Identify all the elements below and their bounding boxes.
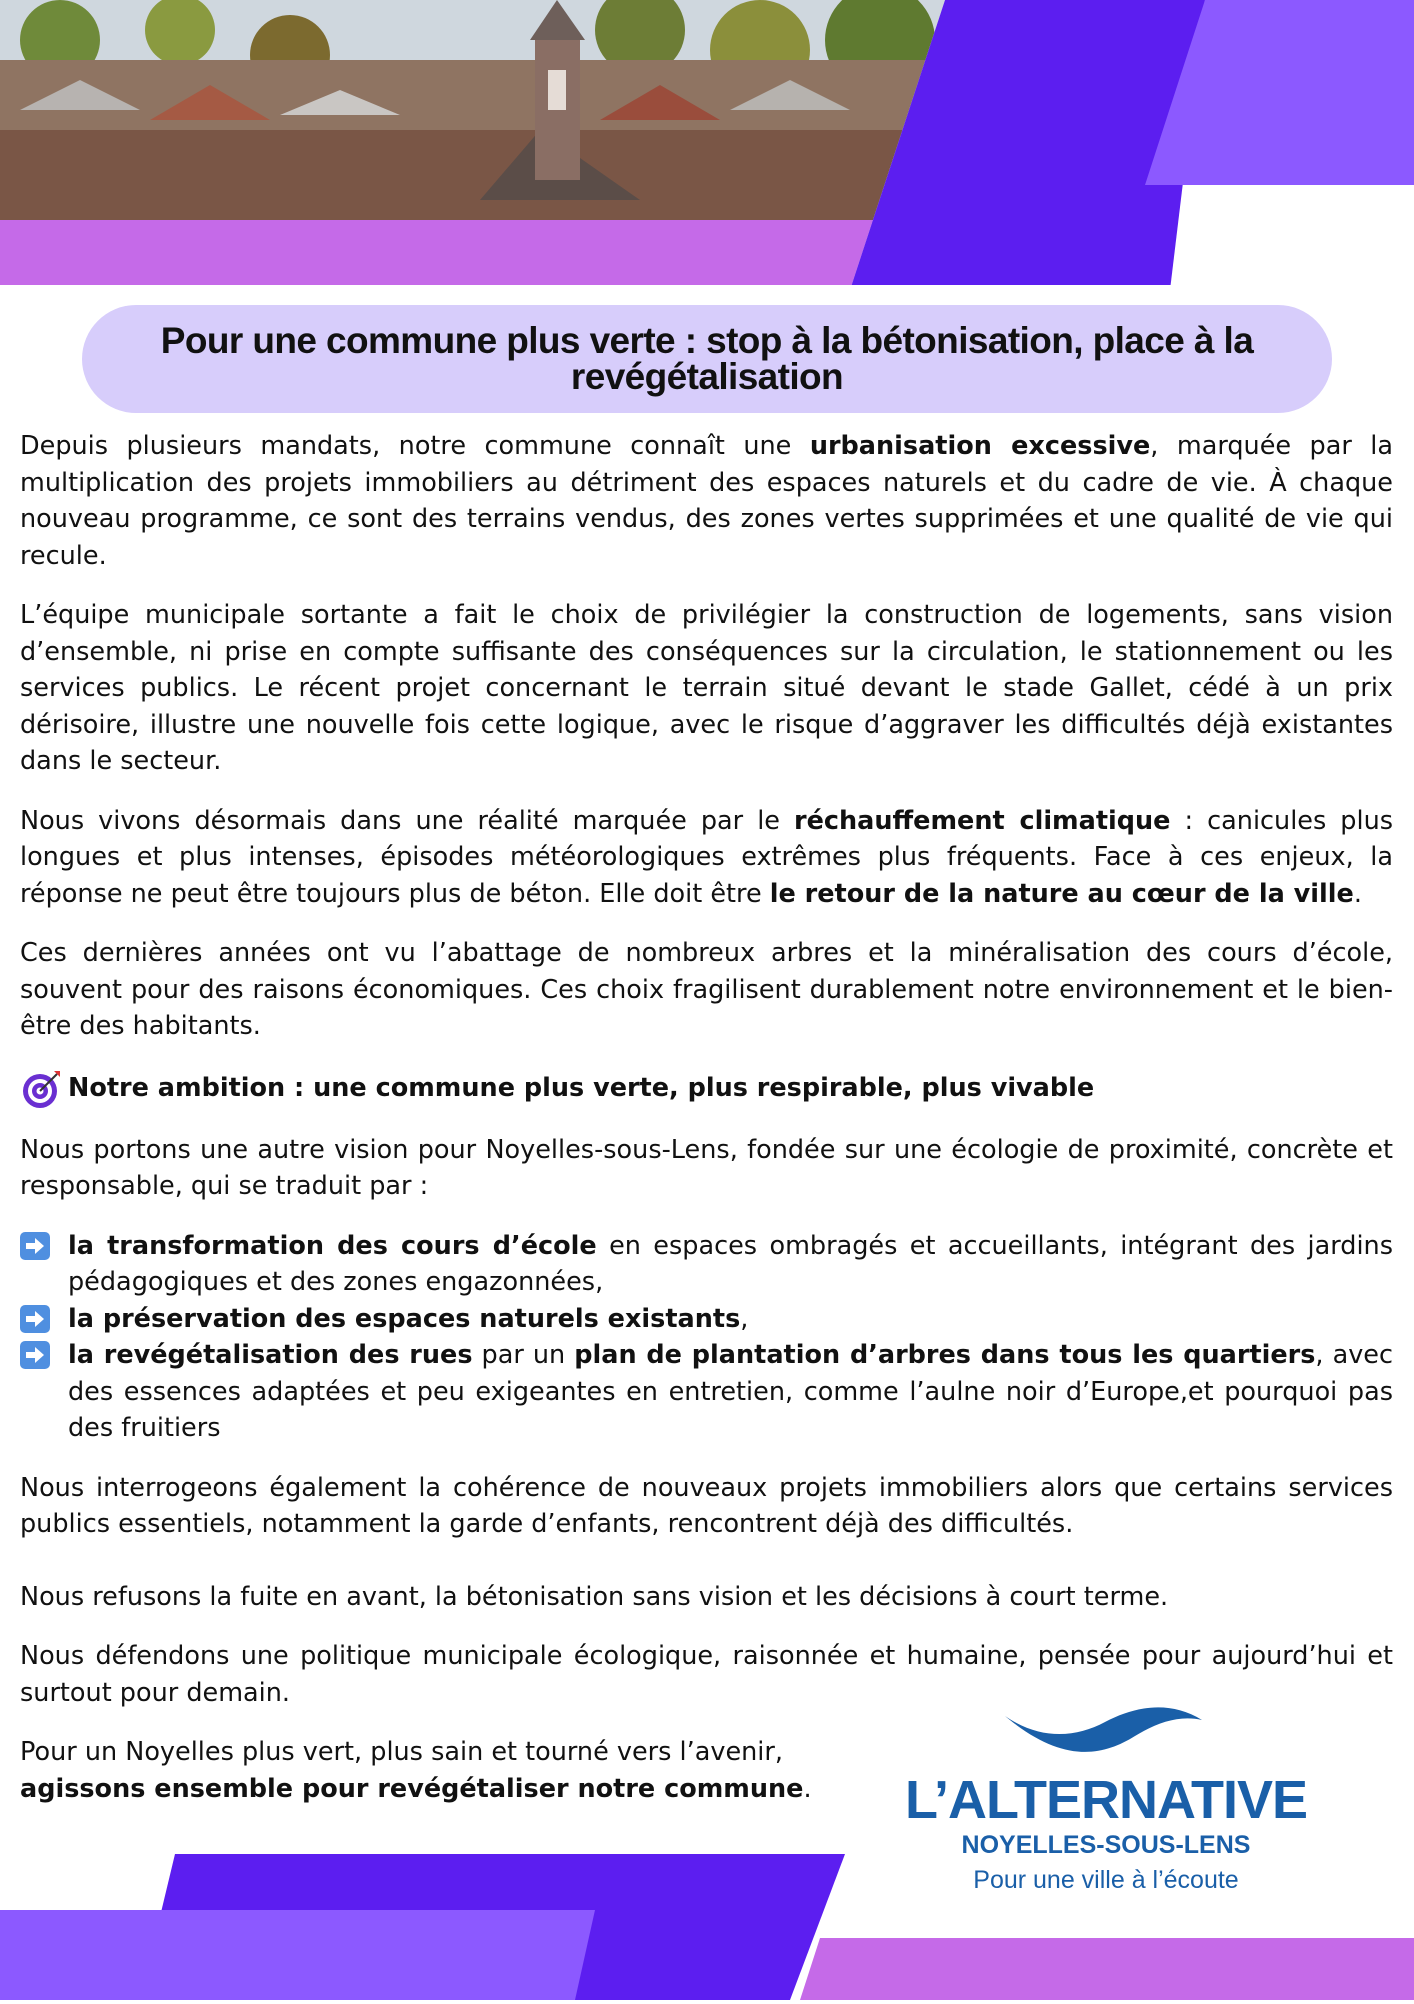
wave-icon <box>1005 1707 1202 1752</box>
ambition-text: Notre ambition : une commune plus verte, plus respirable, plus vivable <box>68 1073 1095 1104</box>
list-item-text <box>68 1228 1393 1301</box>
p3-bold-2: le retour de la nature au cœur de la ville <box>769 878 1354 909</box>
paragraph-8: Nous défendons une politique municipale écologique, raisonnée et humaine, pensée pour aujourd’hui et surtout pour demain. <box>20 1641 1393 1708</box>
p1-bold: urbanisation excessive <box>809 431 1151 461</box>
p1-text-c: , marquée par la multiplication des projets immobiliers au détriment des espaces naturels et du cadre de vie. À chaque nouveau programme, ce sont des terrains vendus, des zones vertes supprimées et une qualité de vie qui recule. <box>20 431 1393 571</box>
arrow-right-icon <box>20 1341 50 1369</box>
closing-line-1: Pour un Noyelles plus vert, plus sain et tourné vers l’avenir, <box>20 1737 783 1767</box>
bullet-1-bold: la transformation des cours d’école <box>68 1230 597 1261</box>
p3-bold-1: réchauffement climatique <box>794 805 1171 836</box>
paragraph-2: L’équipe municipale sortante a fait le choix de privilégier la construction de logements, sans vision d’ensemble, ni prise en compte suffisante des conséquences sur la circulation, le stationnement ou les services publics. Le récent projet concernant le terrain situé devant le stade Gallet, cédé à un prix dérisoire, illustre une nouvelle fois cette logique, avec le risque d’aggraver les difficultés déjà existantes dans le secteur. <box>20 600 1393 776</box>
list-item <box>20 1301 1393 1338</box>
closing-line-2-bold: agissons ensemble pour revégétaliser notre commune <box>20 1773 804 1804</box>
page-title: Pour une commune plus verte : stop à la bétonisation, place à la revégétalisation <box>160 320 1254 397</box>
list-item-text <box>68 1301 1393 1338</box>
footer-shapes <box>0 1830 1414 2000</box>
paragraph-6: Nous interrogeons également la cohérence de nouveaux projets immobiliers alors que certains services publics essentiels, notamment la garde d’enfants, rencontrent déjà des difficultés. <box>20 1472 1393 1539</box>
list-item <box>20 1337 1393 1447</box>
arrow-right-icon <box>20 1232 50 1260</box>
header-banner <box>0 0 1414 290</box>
list-item-text <box>68 1337 1393 1447</box>
article-body <box>20 428 1393 1830</box>
logo-city: NOYELLES-SOUS-LENS <box>961 1831 1251 1859</box>
bullet-2-text: , <box>740 1303 749 1334</box>
arrow-right-icon <box>20 1305 50 1333</box>
paragraph-7: Nous refusons la fuite en avant, la bétonisation sans vision et les décisions à court terme. <box>20 1581 1169 1612</box>
bullet-1-text: en espaces ombragés et accueillants, intégrant des jardins pédagogiques et des zones engazonnées, <box>68 1230 1393 1297</box>
paragraph-3 <box>20 803 1393 913</box>
footer-graphic <box>0 1830 1414 2000</box>
ambition-heading <box>20 1068 1393 1110</box>
header-shapes <box>0 0 1414 290</box>
list-item <box>20 1228 1393 1301</box>
bullet-3-bold-2: plan de plantation d’arbres dans tous les quartiers <box>574 1340 1316 1370</box>
paragraph-4: Ces dernières années ont vu l’abattage de nombreux arbres et la minéralisation des cours d’école, souvent pour des raisons économiques. Ces choix fragilisent durablement notre environnement et le bien-être des habitants. <box>20 938 1393 1041</box>
p3-text-a: Nous vivons désormais dans une réalité marquée par le <box>20 805 794 836</box>
bullet-3-bold-1: la revégétalisation des rues <box>68 1340 473 1370</box>
bullet-2-bold: la préservation des espaces naturels existants <box>68 1303 741 1334</box>
title-banner <box>82 305 1332 413</box>
bullet-3-text-b: par un <box>472 1340 575 1370</box>
ambition-list <box>20 1228 1393 1447</box>
bullet-3-text-d: , avec des essences adaptées et peu exigeantes en entretien, comme l’aulne noir d’Europe,et pourquoi pas des fruitiers <box>68 1340 1393 1443</box>
paragraph-5: Nous portons une autre vision pour Noyelles-sous-Lens, fondée sur une écologie de proximité, concrète et responsable, qui se traduit par : <box>20 1134 1393 1201</box>
logo-tagline: Pour une ville à l’écoute <box>973 1866 1239 1894</box>
logo-name: L’ALTERNATIVE <box>905 1770 1307 1830</box>
closing-line-2-end: . <box>803 1773 812 1804</box>
p3-text-c: : canicules plus longues et plus intenses, épisodes météorologiques extrêmes plus fréquents. Face à ces enjeux, la réponse ne peut être toujours plus de béton. Elle doit être <box>20 805 1394 909</box>
p1-text-a: Depuis plusieurs mandats, notre commune connaît une <box>20 431 810 461</box>
target-icon <box>20 1068 62 1110</box>
paragraph-1 <box>20 428 1393 574</box>
p3-text-e: . <box>1353 878 1362 909</box>
